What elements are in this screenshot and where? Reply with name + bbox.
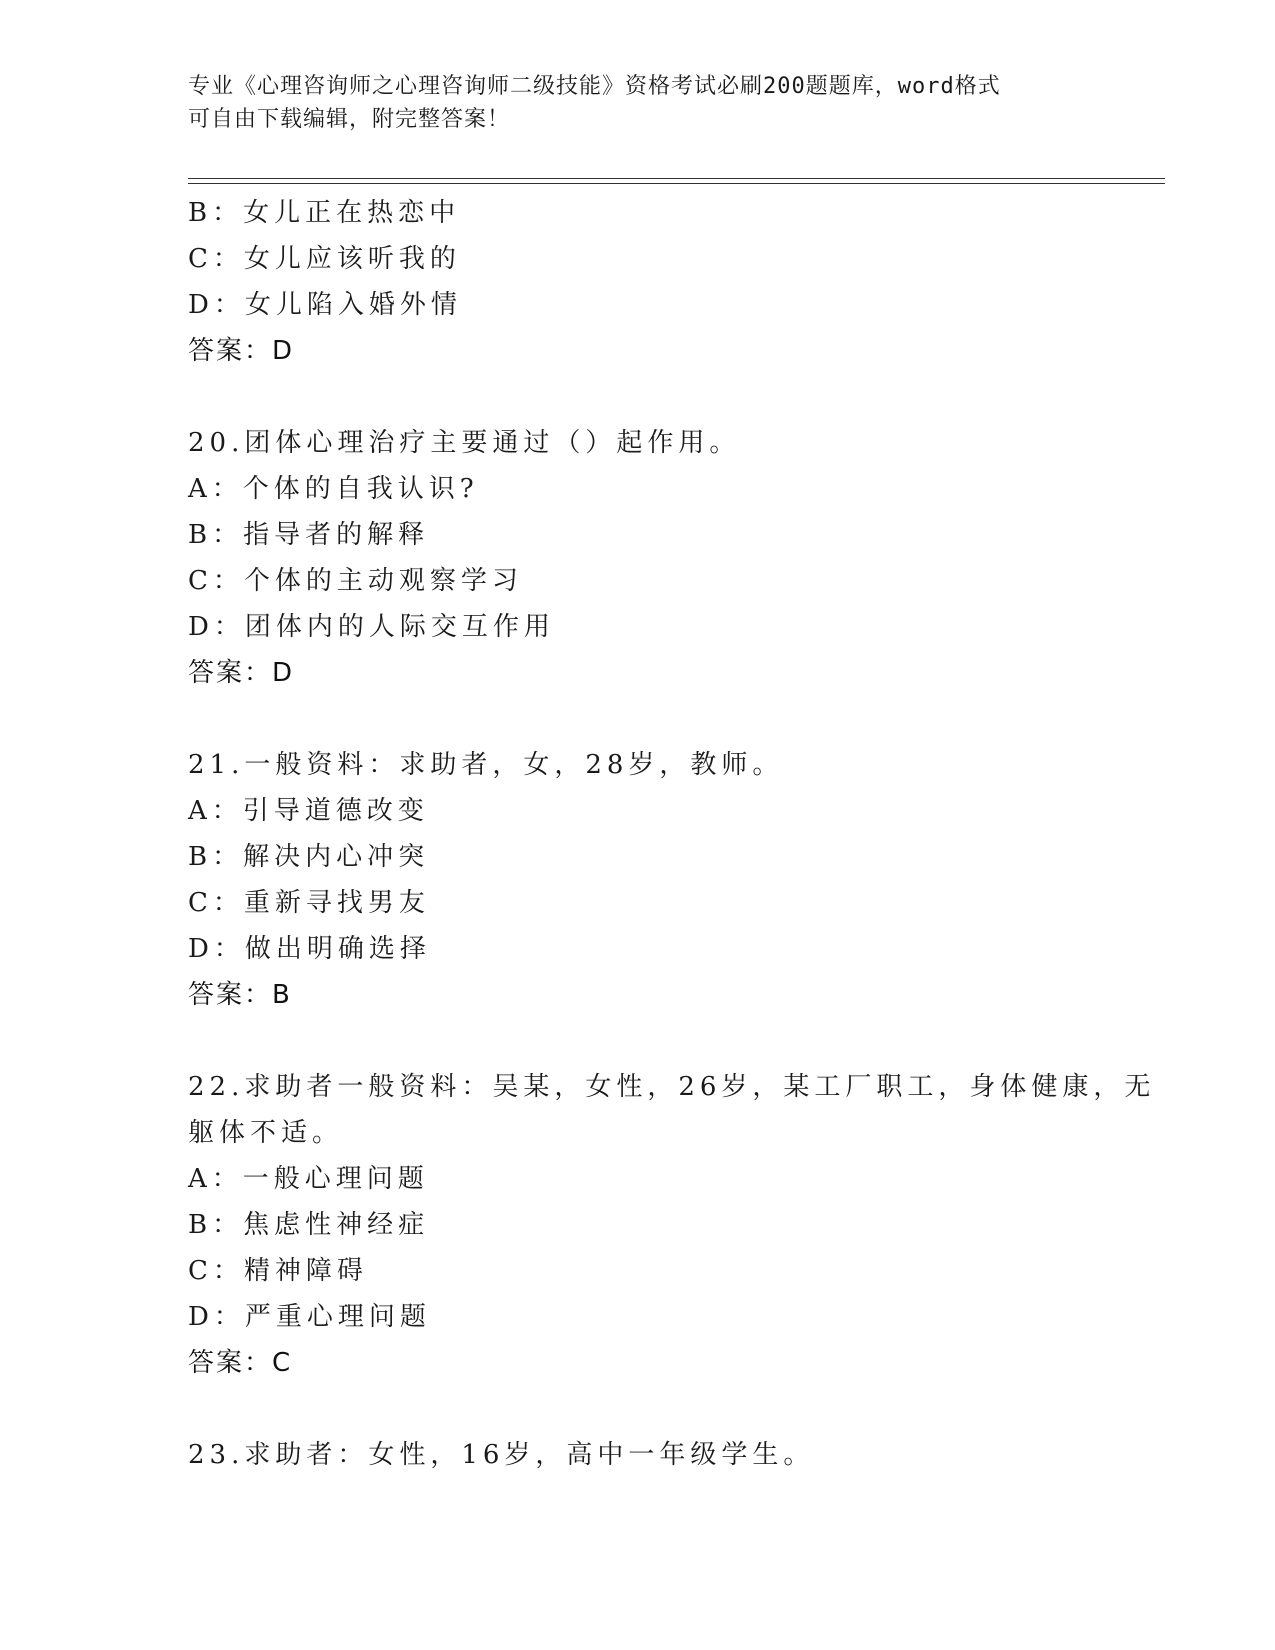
question-21	[188, 742, 1128, 1018]
option-c: C：女儿应该听我的	[188, 244, 461, 274]
question-stem-line-2: 躯体不适。	[188, 1118, 344, 1148]
option-d: D：女儿陷入婚外情	[188, 290, 462, 320]
option-b: B：解决内心冲突	[188, 842, 430, 872]
header-title-line-1: 专业《心理咨询师之心理咨询师二级技能》资格考试必刷200题题库，word格式	[188, 74, 1001, 99]
spacer	[188, 1018, 1128, 1064]
option-c: C：个体的主动观察学习	[188, 566, 523, 596]
spacer	[188, 696, 1128, 742]
question-stem: 23.求助者：女性，16岁，高中一年级学生。	[188, 1440, 815, 1470]
option-c: C：精神障碍	[188, 1256, 368, 1286]
option-d: D：做出明确选择	[188, 934, 431, 964]
option-b: B：指导者的解释	[188, 520, 430, 550]
answer: 答案：B	[188, 980, 292, 1010]
question-list	[188, 190, 1156, 1478]
spacer	[188, 374, 1128, 420]
answer: 答案：D	[188, 658, 295, 688]
option-a: A：引导道德改变	[188, 796, 429, 826]
question-stem: 21.一般资料：求助者，女，28岁，教师。	[188, 750, 784, 780]
spacer	[188, 1386, 1128, 1432]
question-19	[188, 190, 1128, 374]
answer: 答案：C	[188, 1348, 293, 1378]
option-c: C：重新寻找男友	[188, 888, 430, 918]
header-title-line-2: 可自由下载编辑，附完整答案！	[188, 107, 511, 132]
question-23	[188, 1432, 1128, 1478]
option-b: B：焦虑性神经症	[188, 1210, 430, 1240]
header-divider-bottom	[188, 183, 1165, 184]
option-b: B：女儿正在热恋中	[188, 198, 461, 228]
question-22	[188, 1064, 1156, 1386]
document-header	[188, 70, 1088, 136]
option-d: D：团体内的人际交互作用	[188, 612, 555, 642]
question-stem: 20.团体心理治疗主要通过（）起作用。	[188, 428, 741, 458]
header-divider-top	[188, 178, 1165, 179]
question-stem-line-1: 22.求助者一般资料：吴某，女性，26岁，某工厂职工，身体健康，无	[188, 1072, 1156, 1102]
option-a: A：一般心理问题	[188, 1164, 429, 1194]
answer: 答案：D	[188, 336, 295, 366]
option-d: D：严重心理问题	[188, 1302, 431, 1332]
question-20	[188, 420, 1128, 696]
option-a: A：个体的自我认识?	[188, 474, 479, 504]
